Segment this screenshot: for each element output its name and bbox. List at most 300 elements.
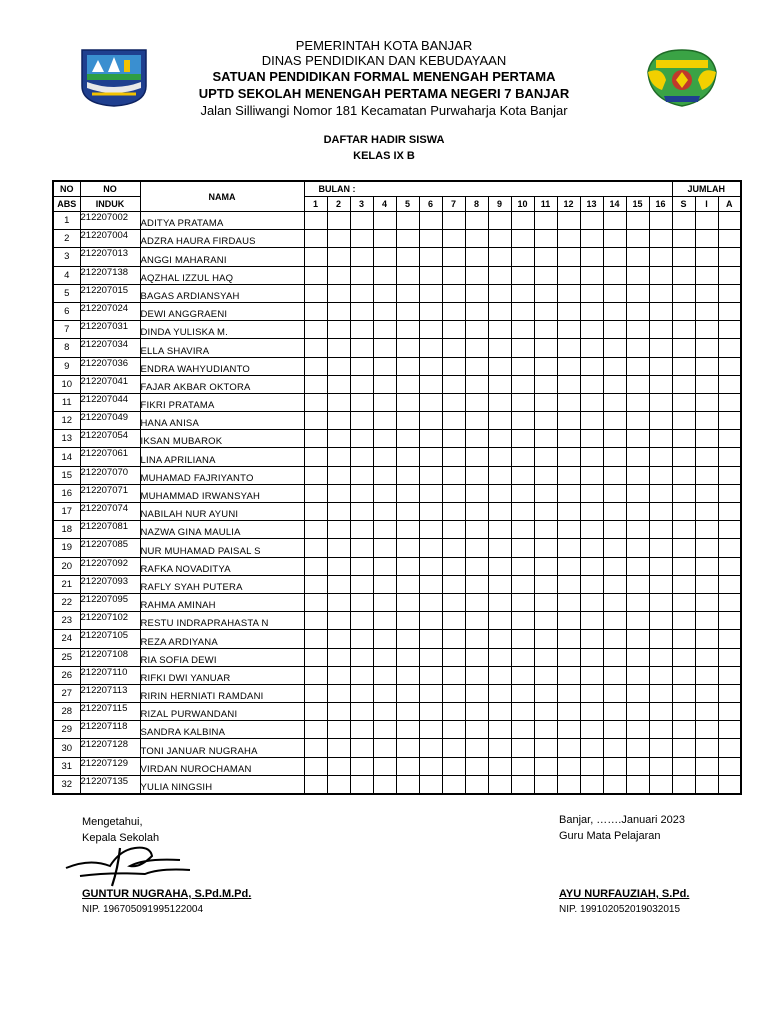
col-day: 10 <box>511 197 534 212</box>
student-id: 212207108 <box>80 648 140 666</box>
attendance-cell <box>373 575 396 593</box>
attendance-cell <box>350 503 373 521</box>
attendance-cell <box>695 775 718 794</box>
class-subtitle: KELAS IX B <box>353 150 415 162</box>
attendance-cell <box>695 375 718 393</box>
attendance-cell <box>442 357 465 375</box>
table-row <box>53 593 741 611</box>
row-number: 10 <box>53 375 80 393</box>
attendance-cell <box>695 666 718 684</box>
attendance-cell <box>488 503 511 521</box>
attendance-cell <box>442 430 465 448</box>
attendance-cell <box>511 684 534 702</box>
attendance-cell <box>373 666 396 684</box>
attendance-cell <box>396 339 419 357</box>
student-id: 212207015 <box>80 284 140 302</box>
attendance-cell <box>603 430 626 448</box>
attendance-cell <box>557 321 580 339</box>
row-number: 17 <box>53 503 80 521</box>
attendance-cell <box>511 557 534 575</box>
attendance-cell <box>649 521 672 539</box>
attendance-cell <box>465 484 488 502</box>
attendance-cell <box>373 357 396 375</box>
attendance-cell <box>465 412 488 430</box>
attendance-body <box>53 212 741 795</box>
attendance-cell <box>442 503 465 521</box>
attendance-cell <box>488 648 511 666</box>
attendance-cell <box>603 775 626 794</box>
attendance-cell <box>442 412 465 430</box>
student-name: IKSAN MUBAROK <box>140 430 304 448</box>
attendance-cell <box>511 412 534 430</box>
attendance-cell <box>626 557 649 575</box>
table-row <box>53 339 741 357</box>
attendance-cell <box>649 666 672 684</box>
attendance-cell <box>488 412 511 430</box>
attendance-cell <box>304 357 327 375</box>
attendance-cell <box>465 521 488 539</box>
table-row <box>53 666 741 684</box>
student-id: 212207092 <box>80 557 140 575</box>
attendance-cell <box>442 666 465 684</box>
attendance-cell <box>304 230 327 248</box>
table-row <box>53 448 741 466</box>
attendance-cell <box>465 630 488 648</box>
attendance-cell <box>304 630 327 648</box>
attendance-cell <box>603 703 626 721</box>
attendance-cell <box>649 703 672 721</box>
attendance-cell <box>350 630 373 648</box>
attendance-cell <box>557 757 580 775</box>
attendance-cell <box>557 302 580 320</box>
header-line-government: PEMERINTAH KOTA BANJAR <box>295 38 473 53</box>
table-row <box>53 484 741 502</box>
attendance-cell <box>442 757 465 775</box>
student-name: RESTU INDRAPRAHASTA N <box>140 612 304 630</box>
attendance-cell <box>649 593 672 611</box>
attendance-cell <box>649 302 672 320</box>
attendance-cell <box>373 521 396 539</box>
attendance-cell <box>396 357 419 375</box>
attendance-cell <box>603 266 626 284</box>
row-number: 4 <box>53 266 80 284</box>
table-row <box>53 557 741 575</box>
attendance-cell <box>672 230 695 248</box>
attendance-cell <box>419 484 442 502</box>
attendance-cell <box>626 648 649 666</box>
attendance-cell <box>672 721 695 739</box>
attendance-cell <box>419 466 442 484</box>
attendance-cell <box>304 757 327 775</box>
student-id: 212207036 <box>80 357 140 375</box>
attendance-cell <box>304 539 327 557</box>
student-id: 212207138 <box>80 266 140 284</box>
table-row <box>53 321 741 339</box>
student-id: 212207085 <box>80 539 140 557</box>
attendance-cell <box>672 212 695 230</box>
attendance-cell <box>396 284 419 302</box>
attendance-cell <box>603 666 626 684</box>
attendance-cell <box>557 212 580 230</box>
attendance-cell <box>580 521 603 539</box>
table-row <box>53 648 741 666</box>
attendance-cell <box>534 666 557 684</box>
table-row <box>53 466 741 484</box>
attendance-cell <box>534 684 557 702</box>
attendance-cell <box>488 484 511 502</box>
attendance-cell <box>373 284 396 302</box>
attendance-cell <box>557 339 580 357</box>
student-name: AQZHAL IZZUL HAQ <box>140 266 304 284</box>
attendance-cell <box>603 357 626 375</box>
attendance-cell <box>718 339 741 357</box>
attendance-cell <box>534 466 557 484</box>
attendance-cell <box>649 321 672 339</box>
attendance-cell <box>442 321 465 339</box>
attendance-cell <box>465 648 488 666</box>
attendance-cell <box>465 666 488 684</box>
attendance-cell <box>695 739 718 757</box>
attendance-cell <box>442 521 465 539</box>
attendance-cell <box>327 302 350 320</box>
attendance-cell <box>488 557 511 575</box>
attendance-cell <box>350 539 373 557</box>
attendance-cell <box>442 575 465 593</box>
table-row <box>53 430 741 448</box>
col-bulan: BULAN : <box>304 181 672 197</box>
attendance-cell <box>626 393 649 411</box>
col-nis-top: NO <box>80 181 140 197</box>
attendance-cell <box>350 393 373 411</box>
attendance-cell <box>672 757 695 775</box>
attendance-cell <box>396 575 419 593</box>
col-day: 2 <box>327 197 350 212</box>
attendance-cell <box>511 212 534 230</box>
attendance-cell <box>534 448 557 466</box>
attendance-cell <box>580 666 603 684</box>
attendance-cell <box>718 684 741 702</box>
row-number: 8 <box>53 339 80 357</box>
student-name: RIZAL PURWANDANI <box>140 703 304 721</box>
attendance-cell <box>419 739 442 757</box>
attendance-cell <box>626 248 649 266</box>
attendance-cell <box>465 539 488 557</box>
student-name: ADITYA PRATAMA <box>140 212 304 230</box>
attendance-cell <box>304 612 327 630</box>
attendance-cell <box>511 339 534 357</box>
attendance-cell <box>327 466 350 484</box>
attendance-cell <box>557 593 580 611</box>
attendance-cell <box>327 539 350 557</box>
attendance-cell <box>465 212 488 230</box>
attendance-cell <box>511 430 534 448</box>
student-name: VIRDAN NUROCHAMAN <box>140 757 304 775</box>
attendance-cell <box>672 321 695 339</box>
attendance-cell <box>695 521 718 539</box>
attendance-cell <box>442 721 465 739</box>
attendance-cell <box>626 284 649 302</box>
col-day: 11 <box>534 197 557 212</box>
table-row <box>53 721 741 739</box>
attendance-cell <box>695 466 718 484</box>
attendance-cell <box>419 375 442 393</box>
row-number: 2 <box>53 230 80 248</box>
student-name: ANGGI MAHARANI <box>140 248 304 266</box>
attendance-cell <box>419 630 442 648</box>
attendance-cell <box>649 739 672 757</box>
header-line-address: Jalan Silliwangi Nomor 181 Kecamatan Purwaharja Kota Banjar <box>200 103 568 118</box>
attendance-cell <box>327 230 350 248</box>
attendance-cell <box>580 321 603 339</box>
attendance-cell <box>465 266 488 284</box>
attendance-cell <box>373 484 396 502</box>
attendance-cell <box>718 648 741 666</box>
attendance-cell <box>327 393 350 411</box>
attendance-cell <box>465 230 488 248</box>
attendance-cell <box>442 266 465 284</box>
attendance-cell <box>442 557 465 575</box>
attendance-cell <box>327 284 350 302</box>
attendance-cell <box>465 375 488 393</box>
attendance-cell <box>373 448 396 466</box>
attendance-cell <box>465 448 488 466</box>
row-number: 28 <box>53 703 80 721</box>
attendance-cell <box>672 575 695 593</box>
attendance-cell <box>534 212 557 230</box>
attendance-cell <box>718 266 741 284</box>
attendance-cell <box>718 557 741 575</box>
attendance-cell <box>672 339 695 357</box>
attendance-cell <box>534 593 557 611</box>
attendance-cell <box>557 703 580 721</box>
attendance-cell <box>603 684 626 702</box>
col-day: 4 <box>373 197 396 212</box>
attendance-cell <box>603 448 626 466</box>
attendance-cell <box>626 721 649 739</box>
attendance-cell <box>718 412 741 430</box>
attendance-cell <box>442 212 465 230</box>
attendance-cell <box>718 521 741 539</box>
attendance-cell <box>649 248 672 266</box>
attendance-cell <box>511 521 534 539</box>
attendance-cell <box>626 466 649 484</box>
attendance-cell <box>534 539 557 557</box>
attendance-cell <box>603 339 626 357</box>
attendance-cell <box>419 284 442 302</box>
attendance-cell <box>396 266 419 284</box>
attendance-cell <box>718 757 741 775</box>
attendance-cell <box>511 757 534 775</box>
attendance-cell <box>488 721 511 739</box>
attendance-cell <box>557 393 580 411</box>
header-line-school: UPTD SEKOLAH MENENGAH PERTAMA NEGERI 7 BANJAR <box>198 86 570 101</box>
attendance-cell <box>649 484 672 502</box>
attendance-cell <box>350 575 373 593</box>
attendance-cell <box>534 757 557 775</box>
col-total: A <box>718 197 741 212</box>
attendance-cell <box>511 484 534 502</box>
attendance-cell <box>534 357 557 375</box>
row-number: 6 <box>53 302 80 320</box>
attendance-cell <box>580 248 603 266</box>
table-row <box>53 703 741 721</box>
attendance-cell <box>557 412 580 430</box>
attendance-cell <box>419 721 442 739</box>
attendance-cell <box>419 666 442 684</box>
attendance-cell <box>695 448 718 466</box>
attendance-cell <box>557 612 580 630</box>
attendance-cell <box>373 412 396 430</box>
attendance-cell <box>718 593 741 611</box>
attendance-cell <box>373 302 396 320</box>
attendance-cell <box>419 775 442 794</box>
row-number: 31 <box>53 757 80 775</box>
student-name: NAZWA GINA MAULIA <box>140 521 304 539</box>
attendance-cell <box>603 721 626 739</box>
attendance-cell <box>396 593 419 611</box>
attendance-cell <box>511 593 534 611</box>
header-row-top <box>53 181 741 197</box>
attendance-cell <box>672 539 695 557</box>
attendance-cell <box>626 666 649 684</box>
attendance-cell <box>603 630 626 648</box>
student-name: DEWI ANGGRAENI <box>140 302 304 320</box>
attendance-cell <box>465 321 488 339</box>
attendance-cell <box>442 648 465 666</box>
attendance-cell <box>304 703 327 721</box>
attendance-cell <box>534 266 557 284</box>
attendance-cell <box>488 757 511 775</box>
attendance-cell <box>580 230 603 248</box>
attendance-cell <box>419 612 442 630</box>
attendance-cell <box>580 739 603 757</box>
attendance-cell <box>649 448 672 466</box>
attendance-cell <box>534 721 557 739</box>
attendance-cell <box>557 484 580 502</box>
attendance-cell <box>649 557 672 575</box>
student-id: 212207118 <box>80 721 140 739</box>
attendance-cell <box>327 503 350 521</box>
row-number: 23 <box>53 612 80 630</box>
attendance-cell <box>626 593 649 611</box>
attendance-cell <box>580 212 603 230</box>
attendance-cell <box>488 393 511 411</box>
attendance-cell <box>350 230 373 248</box>
attendance-cell <box>327 339 350 357</box>
col-day: 14 <box>603 197 626 212</box>
attendance-cell <box>327 557 350 575</box>
attendance-cell <box>695 212 718 230</box>
attendance-cell <box>603 302 626 320</box>
attendance-cell <box>442 284 465 302</box>
attendance-cell <box>350 557 373 575</box>
attendance-cell <box>327 721 350 739</box>
attendance-cell <box>511 612 534 630</box>
attendance-cell <box>672 266 695 284</box>
attendance-cell <box>649 503 672 521</box>
attendance-cell <box>626 321 649 339</box>
attendance-cell <box>350 321 373 339</box>
attendance-cell <box>557 357 580 375</box>
table-row <box>53 393 741 411</box>
attendance-cell <box>350 357 373 375</box>
attendance-cell <box>304 466 327 484</box>
table-row <box>53 412 741 430</box>
attendance-cell <box>419 302 442 320</box>
student-name: YULIA NINGSIH <box>140 775 304 794</box>
attendance-cell <box>419 557 442 575</box>
attendance-cell <box>695 302 718 320</box>
attendance-cell <box>488 684 511 702</box>
attendance-cell <box>488 230 511 248</box>
attendance-cell <box>603 557 626 575</box>
attendance-cell <box>396 430 419 448</box>
attendance-cell <box>373 612 396 630</box>
student-name: RIA SOFIA DEWI <box>140 648 304 666</box>
attendance-cell <box>580 703 603 721</box>
attendance-cell <box>718 284 741 302</box>
attendance-cell <box>718 739 741 757</box>
attendance-cell <box>603 484 626 502</box>
attendance-cell <box>350 375 373 393</box>
attendance-cell <box>695 357 718 375</box>
row-number: 30 <box>53 739 80 757</box>
col-day: 1 <box>304 197 327 212</box>
attendance-cell <box>419 412 442 430</box>
attendance-cell <box>695 248 718 266</box>
attendance-cell <box>511 539 534 557</box>
attendance-cell <box>442 484 465 502</box>
col-jumlah: JUMLAH <box>672 181 741 197</box>
attendance-cell <box>511 375 534 393</box>
attendance-cell <box>557 775 580 794</box>
attendance-cell <box>465 393 488 411</box>
table-row <box>53 739 741 757</box>
student-id: 212207071 <box>80 484 140 502</box>
attendance-cell <box>327 775 350 794</box>
attendance-cell <box>511 284 534 302</box>
attendance-cell <box>557 430 580 448</box>
attendance-cell <box>580 484 603 502</box>
attendance-cell <box>327 575 350 593</box>
attendance-cell <box>373 703 396 721</box>
attendance-cell <box>442 539 465 557</box>
attendance-cell <box>350 212 373 230</box>
attendance-cell <box>465 684 488 702</box>
attendance-cell <box>396 557 419 575</box>
attendance-cell <box>350 757 373 775</box>
attendance-cell <box>419 321 442 339</box>
attendance-cell <box>718 212 741 230</box>
student-name: RAFKA NOVADITYA <box>140 557 304 575</box>
attendance-cell <box>649 684 672 702</box>
attendance-cell <box>695 539 718 557</box>
attendance-cell <box>695 557 718 575</box>
attendance-cell <box>695 703 718 721</box>
attendance-cell <box>557 539 580 557</box>
attendance-cell <box>557 684 580 702</box>
table-row <box>53 302 741 320</box>
headmaster-nip: NIP. 196705091995122004 <box>82 904 204 915</box>
attendance-cell <box>626 448 649 466</box>
attendance-cell <box>672 557 695 575</box>
student-name: TONI JANUAR NUGRAHA <box>140 739 304 757</box>
attendance-cell <box>350 466 373 484</box>
attendance-cell <box>350 266 373 284</box>
student-id: 212207093 <box>80 575 140 593</box>
attendance-cell <box>649 757 672 775</box>
attendance-cell <box>442 339 465 357</box>
